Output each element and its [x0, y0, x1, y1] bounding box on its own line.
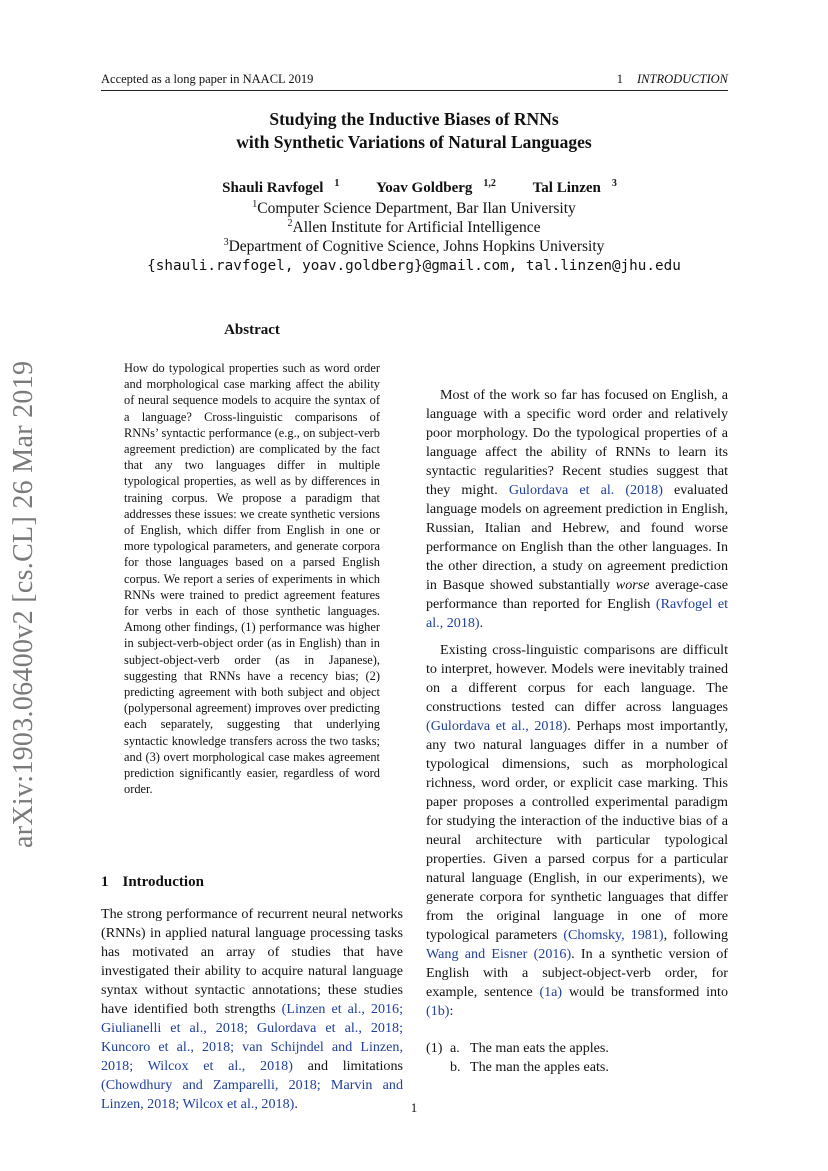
- abstract-paragraph: How do typological properties such as word order and morphological case marking affect the ability of neural sequence models to acquire the syntax of a language? Cross-linguistic comparisons of RNNs’ syntactic performance (e.g., on subject-verb agreement prediction) are complicated by the fact that any two languages differ in multiple typological properties, as well as by differences in training corpus. We propose a paradigm that addresses these issues: we create synthetic versions of English, which differ from English in one or more typological parameters, and generate corpora for those languages based on a parsed English corpus. We report a series of experiments in which RNNs were trained to predict agreement features for verbs in each of those synthetic languages. Among other findings, (1) performance was higher in subject-verb-object order (as in English) than in subject-object-verb order (as in Japanese), suggesting that RNNs have a recency bias; (2) predicting agreement with both subject and object (polypersonal agreement) improves over predicting each separately, suggesting that underlying syntactic knowledge transfers across the two tasks; and (3) overt morphological case makes agreement prediction significantly easier, regardless of word order.: [124, 361, 380, 797]
- affiliation-text: Allen Institute for Artificial Intelligence: [292, 219, 541, 237]
- citation-link[interactable]: (Chowdhury and Zamparelli, 2018; Marvin and Linzen, 2018; Wilcox et al., 2018): [101, 1077, 403, 1112]
- example-ref-link[interactable]: (1a): [539, 984, 563, 1000]
- affiliation-mark: 1: [252, 199, 258, 210]
- author: [522, 180, 617, 196]
- body-text: Existing cross-linguistic comparisons are difficult to interpret, however. Models were inevitably trained on a different corpus for each language. The constructions tested can differ across languages: [426, 642, 728, 715]
- running-head-section: [617, 72, 728, 87]
- intro-right-column: [426, 386, 728, 1021]
- citation-link[interactable]: (Linzen et al., 2016; Giulianelli et al., 2018; Gulordava et al., 2018; Kuncoro et al., 2018; van Schijndel and Linzen, 2018; Wilcox et al., 2018): [101, 1001, 404, 1074]
- page-number: 1: [410, 1100, 418, 1115]
- body-text: and limitations: [292, 1058, 403, 1074]
- paper-title-line-2: with Synthetic Variations of Natural Languages: [236, 132, 592, 152]
- affiliation-text: Department of Cognitive Science, Johns Hopkins University: [228, 238, 605, 256]
- header-rule: [101, 90, 728, 91]
- affiliation: [90, 218, 738, 237]
- section-heading: [101, 874, 204, 891]
- example-item: [426, 1039, 609, 1058]
- affiliation: [90, 237, 738, 256]
- body-text: .: [294, 1096, 298, 1112]
- author-name: Yoav Goldberg: [376, 180, 473, 196]
- affiliation: [90, 199, 738, 218]
- author-affil-mark: 1,2: [483, 178, 496, 189]
- affiliation-mark: 3: [223, 237, 229, 248]
- citation-link[interactable]: Gulordava et al. (2018): [508, 482, 663, 498]
- example-item: [426, 1058, 609, 1077]
- example-label: b.: [450, 1059, 461, 1075]
- body-text: :: [449, 1003, 454, 1019]
- author-list: [100, 178, 728, 197]
- paper-title-line-1: Studying the Inductive Biases of RNNs: [269, 109, 559, 129]
- author-affil-mark: 1: [334, 178, 340, 189]
- example-text: The man eats the apples.: [470, 1040, 609, 1056]
- author-affil-mark: 3: [611, 178, 617, 189]
- running-head-section-number: 1: [616, 72, 623, 86]
- citation-link[interactable]: Wang and Eisner (2016): [426, 946, 572, 962]
- affiliation-mark: 2: [287, 218, 293, 229]
- section-title: Introduction: [122, 874, 204, 890]
- author: [211, 180, 339, 196]
- citation-link[interactable]: (Chomsky, 1981): [563, 927, 664, 943]
- emphasis-text: worse: [615, 577, 650, 593]
- intro-paragraph-2: [426, 386, 728, 633]
- intro-paragraph-3: [426, 641, 728, 1021]
- running-head: Accepted as a long paper in NAACL 2019: [101, 72, 314, 86]
- example-ref-link[interactable]: (1b): [426, 1003, 450, 1019]
- abstract-text: [124, 360, 380, 797]
- body-text: . In a synthetic version of English with a subject-object-verb order, for example, sentence: [426, 946, 728, 1000]
- author-name: Shauli Ravfogel: [222, 180, 324, 196]
- author-emails: {shauli.ravfogel, yoav.goldberg}@gmail.com, tal.linzen@jhu.edu: [147, 258, 681, 274]
- affiliation-text: Computer Science Department, Bar Ilan University: [257, 200, 576, 218]
- body-text: Most of the work so far has focused on English, a language with a specific word order and relatively poor morphology. Do the typological properties of a language affect the ability of RNNs to learn its syntactic regularities? Recent studies suggest that they might.: [426, 387, 728, 498]
- example-text: The man the apples eats.: [470, 1059, 609, 1075]
- example-list: [426, 1039, 609, 1077]
- example-label: a.: [450, 1040, 460, 1056]
- body-text: would be transformed into: [562, 984, 728, 1000]
- citation-link[interactable]: (Ravfogel et al., 2018): [426, 596, 728, 631]
- section-number: 1: [101, 874, 109, 890]
- body-text: . Perhaps most importantly, any two natural languages differ in a number of typological dimensions, such as morphological richness, word order, or explicit case marking. This paper proposes a controlled experimental paradigm for studying the interaction of the inductive bias of a neural architecture with particular typological properties. Given a parsed corpus for a particular natural language (English, in our experiments), we generate corpora for synthetic languages that differ from the original language in one of more typological parameters: [426, 718, 728, 943]
- body-text: evaluated language models on agreement prediction in English, Russian, Italian and Hebrew, and found worse performance on English than the other languages. In the other direction, a study on agreement prediction in Basque showed substantially: [426, 482, 728, 593]
- body-text: The strong performance of recurrent neural networks (RNNs) in applied natural language processing tasks has motivated an array of studies that have investigated their ability to acquire natural language syntax without syntactic annotations; these studies have identified both strengths: [101, 906, 403, 1017]
- example-number: (1): [426, 1040, 443, 1056]
- body-text: .: [479, 615, 484, 631]
- author-name: Tal Linzen: [532, 180, 601, 196]
- running-head-section-label: INTRODUCTION: [637, 72, 728, 86]
- author: [365, 180, 496, 196]
- paper-title: [100, 108, 728, 154]
- arxiv-stamp: arXiv:1903.06400v2 [cs.CL] 26 Mar 2019: [8, 360, 39, 848]
- body-text: , following: [663, 927, 728, 943]
- abstract-heading: Abstract: [224, 322, 280, 338]
- intro-paragraph-1: [101, 905, 403, 1114]
- body-text: average-case performance than reported for English: [426, 577, 728, 612]
- citation-link[interactable]: (Gulordava et al., 2018): [426, 718, 568, 734]
